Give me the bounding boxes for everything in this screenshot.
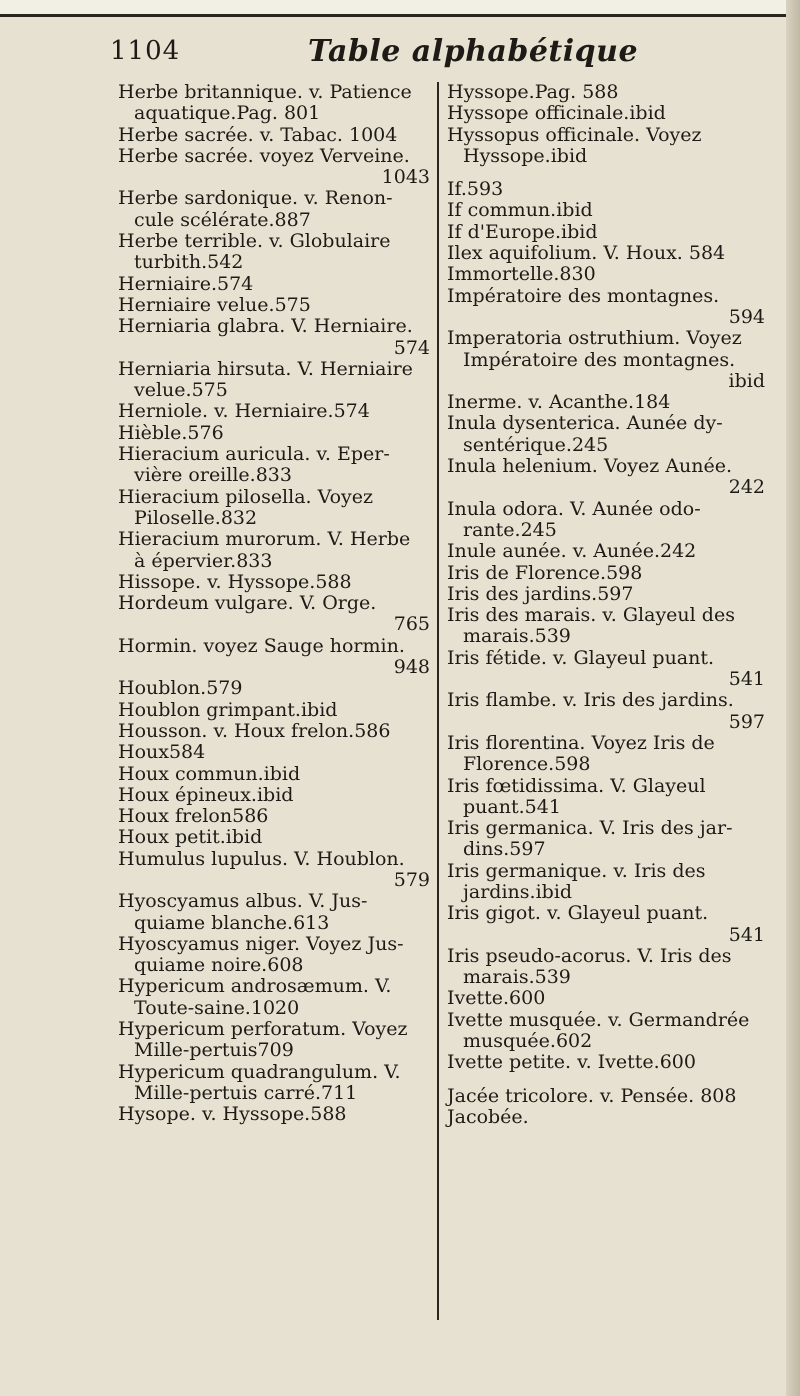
entry-line: Houblon grimpant.ibid xyxy=(118,698,338,721)
entry-line: Herbe britannique. v. Patience xyxy=(118,81,412,103)
index-entry xyxy=(118,806,430,827)
column-divider xyxy=(437,82,439,1320)
index-entry xyxy=(447,584,765,605)
entry-line: Inula odora. V. Aunée odo- xyxy=(447,497,701,520)
index-entry xyxy=(118,188,430,231)
index-entry xyxy=(118,678,430,699)
entry-line: Herniaire.574 xyxy=(118,272,254,295)
entry-line: Inerme. v. Acanthe.184 xyxy=(447,391,671,414)
entry-line: Iris fœtidissima. V. Glayeul xyxy=(447,774,706,797)
entry-line: Florence.598 xyxy=(463,753,591,776)
index-entry xyxy=(447,1010,765,1053)
entry-line: Iris germanique. v. Iris des xyxy=(447,859,706,882)
index-entry xyxy=(447,456,765,499)
entry-line: quiame blanche.613 xyxy=(134,911,330,934)
index-entry xyxy=(118,827,430,848)
index-entry xyxy=(447,413,765,456)
index-entry xyxy=(447,818,765,861)
entry-line: marais.539 xyxy=(463,625,571,648)
entry-line: sentérique.245 xyxy=(463,433,609,456)
entry-line: If d'Europe.ibid xyxy=(447,220,598,243)
index-entry xyxy=(447,286,765,329)
entry-line: If commun.ibid xyxy=(447,199,593,222)
entry-line: Hypericum androsæmum. V. xyxy=(118,975,392,998)
index-entry xyxy=(447,200,765,221)
entry-line: Iris de Florence.598 xyxy=(447,561,643,584)
index-entry xyxy=(447,264,765,285)
index-entry xyxy=(118,976,430,1019)
index-entry xyxy=(118,146,430,189)
entry-gap xyxy=(447,1074,765,1086)
index-entry xyxy=(118,359,430,402)
page-edge xyxy=(786,0,800,1396)
index-entry xyxy=(447,392,765,413)
entry-line: Iris florentina. Voyez Iris de xyxy=(447,731,715,754)
entry-page-ref: 594 xyxy=(728,305,765,328)
index-entry xyxy=(447,103,765,124)
entry-line: Mille-pertuis709 xyxy=(134,1039,294,1062)
entry-line: Iris des marais. v. Glayeul des xyxy=(447,604,735,627)
entry-line: Hyssopus officinale. Voyez xyxy=(447,123,702,146)
entry-line: Jacobée. xyxy=(447,1105,529,1128)
left-column xyxy=(118,82,430,1126)
index-entry xyxy=(118,1062,430,1105)
index-entry xyxy=(118,764,430,785)
entry-line: Houblon.579 xyxy=(118,677,243,700)
index-entry xyxy=(118,231,430,274)
entry-line: aquatique.Pag. 801 xyxy=(134,102,321,125)
index-entry xyxy=(447,499,765,542)
entry-line: Houx petit.ibid xyxy=(118,826,263,849)
index-entry xyxy=(447,82,765,103)
entry-line: Herniaire velue.575 xyxy=(118,293,311,316)
entry-line: Mille-pertuis carré.711 xyxy=(134,1081,358,1104)
entry-line: Herbe sacrée. voyez Verveine. xyxy=(118,144,410,167)
entry-line: Iris flambe. v. Iris des jardins. xyxy=(447,689,734,712)
index-entry xyxy=(118,891,430,934)
entry-line: turbith.542 xyxy=(134,251,244,274)
entry-page-ref: 242 xyxy=(728,476,765,499)
index-entry xyxy=(118,785,430,806)
entry-page-ref: 765 xyxy=(393,613,430,636)
index-entry xyxy=(118,125,430,146)
entry-page-ref: 597 xyxy=(728,710,765,733)
entry-page-ref: 948 xyxy=(393,656,430,679)
index-entry xyxy=(118,487,430,530)
entry-line: Houx584 xyxy=(118,741,206,764)
entry-line: Impératoire des montagnes. xyxy=(447,284,720,307)
entry-line: Housson. v. Houx frelon.586 xyxy=(118,719,391,742)
index-entry xyxy=(447,946,765,989)
index-entry xyxy=(447,903,765,946)
index-entry xyxy=(118,593,430,636)
entry-line: puant.541 xyxy=(463,795,561,818)
entry-line: Hyssope.ibid xyxy=(463,144,588,167)
entry-line: Herniaria glabra. V. Herniaire. xyxy=(118,315,413,338)
index-entry xyxy=(118,444,430,487)
index-entry xyxy=(447,776,765,819)
index-entry xyxy=(447,179,765,200)
entry-line: Ivette.600 xyxy=(447,987,546,1010)
index-entry xyxy=(118,423,430,444)
entry-line: Herbe sacrée. v. Tabac. 1004 xyxy=(118,123,398,146)
index-entry xyxy=(447,690,765,733)
entry-line: musquée.602 xyxy=(463,1030,593,1053)
entry-line: Herbe sardonique. v. Renon- xyxy=(118,187,393,210)
entry-line: Hissope. v. Hyssope.588 xyxy=(118,570,352,593)
entry-page-ref: 574 xyxy=(393,336,430,359)
index-entry xyxy=(447,648,765,691)
index-entry xyxy=(118,742,430,763)
page-number: 1104 xyxy=(110,36,181,66)
entry-line: velue.575 xyxy=(134,379,228,402)
index-entry xyxy=(447,861,765,904)
index-entry xyxy=(447,541,765,562)
entry-line: Iris pseudo-acorus. V. Iris des xyxy=(447,944,732,967)
entry-line: Hieracium auricula. v. Eper- xyxy=(118,443,390,466)
entry-line: dins.597 xyxy=(463,838,546,861)
index-entry xyxy=(118,934,430,977)
entry-line: Inula dysenterica. Aunée dy- xyxy=(447,412,723,435)
entry-line: Hieracium murorum. V. Herbe xyxy=(118,528,411,551)
index-entry xyxy=(118,529,430,572)
entry-line: Hièble.576 xyxy=(118,421,224,444)
entry-line: Hyoscyamus albus. V. Jus- xyxy=(118,890,368,913)
entry-line: marais.539 xyxy=(463,966,571,989)
index-entry xyxy=(447,125,765,168)
index-entry xyxy=(447,1052,765,1073)
entry-page-ref: 541 xyxy=(728,923,765,946)
entry-line: à épervier.833 xyxy=(134,549,273,572)
index-entry xyxy=(118,1019,430,1062)
entry-line: Hieracium pilosella. Voyez xyxy=(118,485,374,508)
entry-line: Immortelle.830 xyxy=(447,263,596,286)
entry-line: Hormin. voyez Sauge hormin. xyxy=(118,634,405,657)
entry-line: Iris des jardins.597 xyxy=(447,582,634,605)
entry-line: Ivette petite. v. Ivette.600 xyxy=(447,1051,696,1074)
entry-line: Jacée tricolore. v. Pensée. 808 xyxy=(447,1084,737,1107)
index-entry xyxy=(447,222,765,243)
entry-line: Hyssope officinale.ibid xyxy=(447,102,666,125)
entry-line: quiame noire.608 xyxy=(134,954,304,977)
entry-line: Hysope. v. Hyssope.588 xyxy=(118,1103,347,1126)
index-entry xyxy=(118,295,430,316)
entry-line: Houx commun.ibid xyxy=(118,762,301,785)
index-entry xyxy=(118,636,430,679)
entry-line: rante.245 xyxy=(463,518,557,541)
entry-page-ref: 541 xyxy=(728,668,765,691)
index-entry xyxy=(447,988,765,1009)
entry-line: Imperatoria ostruthium. Voyez xyxy=(447,327,742,350)
page-title: Table alphabétique xyxy=(308,34,639,69)
index-entry xyxy=(447,1107,765,1128)
right-column xyxy=(447,82,765,1128)
index-entry xyxy=(118,700,430,721)
entry-line: vière oreille.833 xyxy=(134,464,292,487)
entry-line: Hordeum vulgare. V. Orge. xyxy=(118,592,377,615)
index-entry xyxy=(118,401,430,422)
entry-line: Herniole. v. Herniaire.574 xyxy=(118,400,370,423)
entry-line: Ilex aquifolium. V. Houx. 584 xyxy=(447,242,726,265)
entry-line: jardins.ibid xyxy=(463,880,573,903)
entry-line: Herbe terrible. v. Globulaire xyxy=(118,230,391,253)
entry-line: Piloselle.832 xyxy=(134,506,258,529)
entry-line: Inule aunée. v. Aunée.242 xyxy=(447,540,697,563)
entry-line: Iris gigot. v. Glayeul puant. xyxy=(447,902,709,925)
entry-line: Inula helenium. Voyez Aunée. xyxy=(447,455,733,478)
entry-page-ref: 1043 xyxy=(381,166,430,189)
index-entry xyxy=(447,243,765,264)
entry-line: If.593 xyxy=(447,178,504,201)
entry-line: Ivette musquée. v. Germandrée xyxy=(447,1008,750,1031)
index-entry xyxy=(118,316,430,359)
index-entry xyxy=(447,328,765,392)
entry-line: Hypericum quadrangulum. V. xyxy=(118,1060,401,1083)
entry-page-ref: 579 xyxy=(393,868,430,891)
entry-line: Hypericum perforatum. Voyez xyxy=(118,1018,408,1041)
index-entry xyxy=(447,1086,765,1107)
index-entry xyxy=(447,605,765,648)
entry-line: Toute-saine.1020 xyxy=(134,996,300,1019)
entry-line: Iris germanica. V. Iris des jar- xyxy=(447,817,733,840)
entry-line: Herniaria hirsuta. V. Herniaire xyxy=(118,357,413,380)
entry-page-ref: ibid xyxy=(728,369,765,392)
index-entry xyxy=(118,1104,430,1125)
index-entry xyxy=(118,849,430,892)
index-entry xyxy=(118,274,430,295)
top-border xyxy=(0,0,800,17)
entry-line: Impératoire des montagnes. xyxy=(463,348,736,371)
index-entry xyxy=(447,563,765,584)
entry-line: Houx frelon586 xyxy=(118,805,269,828)
entry-line: Hyssope.Pag. 588 xyxy=(447,81,619,103)
entry-line: cule scélérate.887 xyxy=(134,208,311,231)
index-entry xyxy=(447,733,765,776)
entry-line: Humulus lupulus. V. Houblon. xyxy=(118,847,405,870)
index-entry xyxy=(118,572,430,593)
index-entry xyxy=(118,82,430,125)
entry-line: Houx épineux.ibid xyxy=(118,783,294,806)
entry-line: Iris fétide. v. Glayeul puant. xyxy=(447,646,715,669)
index-entry xyxy=(118,721,430,742)
entry-line: Hyoscyamus niger. Voyez Jus- xyxy=(118,932,404,955)
